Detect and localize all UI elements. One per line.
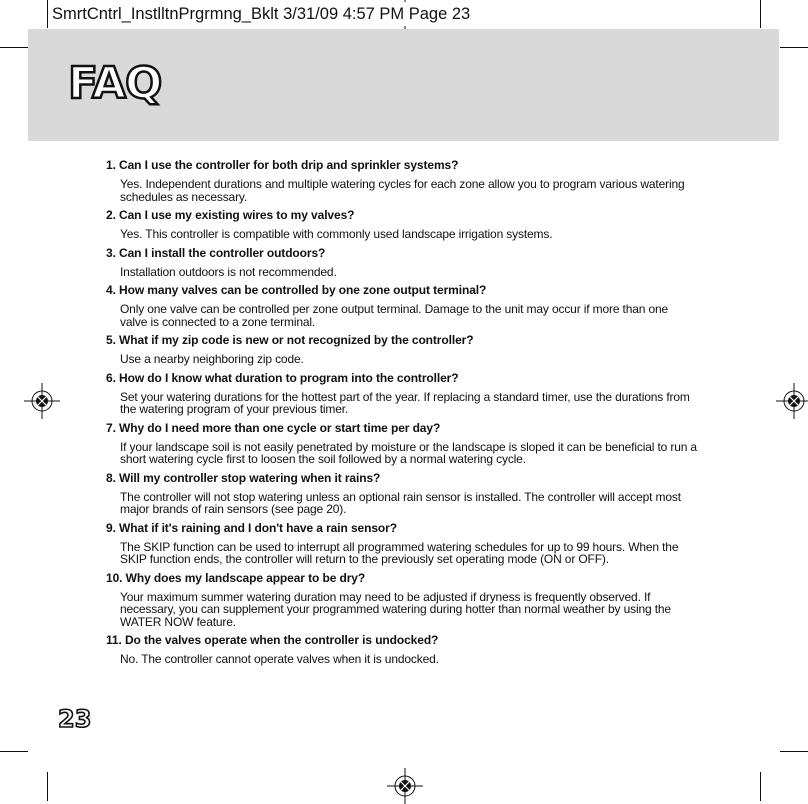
- faq-item: [106, 633, 698, 666]
- faq-answer: Only one valve can be controlled per zone output terminal. Damage to the unit may occur if more than one valve is connected to a zone terminal.: [120, 302, 669, 329]
- crop-mark: [760, 0, 761, 28]
- faq-list: [106, 158, 698, 671]
- page-title: FAQ: [68, 58, 162, 109]
- faq-question: 5. What if my zip code is new or not recognized by the controller?: [106, 333, 474, 347]
- crop-mark: [47, 0, 48, 28]
- registration-mark-icon: [24, 383, 60, 419]
- registration-mark-icon: [387, 768, 423, 804]
- page-number: 23: [58, 705, 92, 733]
- crop-mark: [780, 751, 808, 752]
- faq-answer: Your maximum summer watering duration may need to be adjusted if dryness is frequently observed. If necessary, you can supplement your programmed watering during hotter than normal weather by using the WATER NOW feature.: [120, 589, 671, 629]
- faq-question: 2. Can I use my existing wires to my valves?: [106, 208, 355, 222]
- faq-question: 7. Why do I need more than one cycle or start time per day?: [106, 420, 441, 435]
- faq-question: 6. How do I know what duration to program into the controller?: [106, 370, 459, 385]
- faq-answer: Set your watering durations for the hottest part of the year. If replacing a standard timer, use the durations from the watering program of your previous timer.: [120, 389, 690, 416]
- faq-answer: No. The controller cannot operate valves when it is undocked.: [120, 652, 439, 666]
- faq-item: [106, 471, 698, 516]
- crop-mark: [0, 751, 28, 752]
- faq-answer: Yes. Independent durations and multiple watering cycles for each zone allow you to program various watering schedules as necessary.: [120, 177, 685, 204]
- faq-answer: The controller will not stop watering unless an optional rain sensor is installed. The controller will accept most major brands of rain sensors (see page 20).: [120, 489, 681, 516]
- crop-mark: [47, 772, 48, 801]
- faq-answer: Yes. This controller is compatible with commonly used landscape irrigation systems.: [120, 227, 553, 241]
- faq-item: [106, 283, 698, 328]
- faq-item: [106, 571, 698, 629]
- faq-question: 1. Can I use the controller for both drip and sprinkler systems?: [106, 158, 459, 172]
- faq-answer: Installation outdoors is not recommended.: [120, 264, 337, 279]
- faq-item: [106, 421, 698, 466]
- faq-item: [106, 371, 698, 416]
- crop-mark: [0, 47, 28, 48]
- faq-question: 8. Will my controller stop watering when it rains?: [106, 470, 381, 485]
- registration-mark-icon: [776, 383, 808, 419]
- faq-item: [106, 246, 698, 279]
- crop-mark: [760, 772, 761, 801]
- faq-item: [106, 158, 698, 203]
- faq-answer: If your landscape soil is not easily penetrated by moisture or the landscape is sloped it can be beneficial to run a short watering cycle first to loosen the soil followed by a normal watering cycle.: [120, 439, 697, 466]
- faq-question: 3. Can I install the controller outdoors?: [106, 245, 326, 260]
- faq-answer: The SKIP function can be used to interrupt all programmed watering schedules for up to 99 hours. When the SKIP function ends, the controller will return to the previously set operating mode (ON or OFF).: [120, 539, 679, 566]
- faq-answer: Use a nearby neighboring zip code.: [120, 352, 304, 366]
- faq-item: [106, 333, 698, 366]
- faq-question: 10. Why does my landscape appear to be dry?: [106, 570, 366, 585]
- faq-question: 11. Do the valves operate when the controller is undocked?: [106, 633, 439, 647]
- print-slug: SmrtCntrl_InstlltnPrgrmng_Bklt 3/31/09 4:57 PM Page 23: [52, 2, 476, 26]
- faq-question: 9. What if it's raining and I don't have a rain sensor?: [106, 520, 397, 535]
- faq-question: 4. How many valves can be controlled by one zone output terminal?: [106, 283, 487, 297]
- faq-item: [106, 208, 698, 241]
- faq-item: [106, 521, 698, 566]
- crop-mark: [780, 47, 808, 48]
